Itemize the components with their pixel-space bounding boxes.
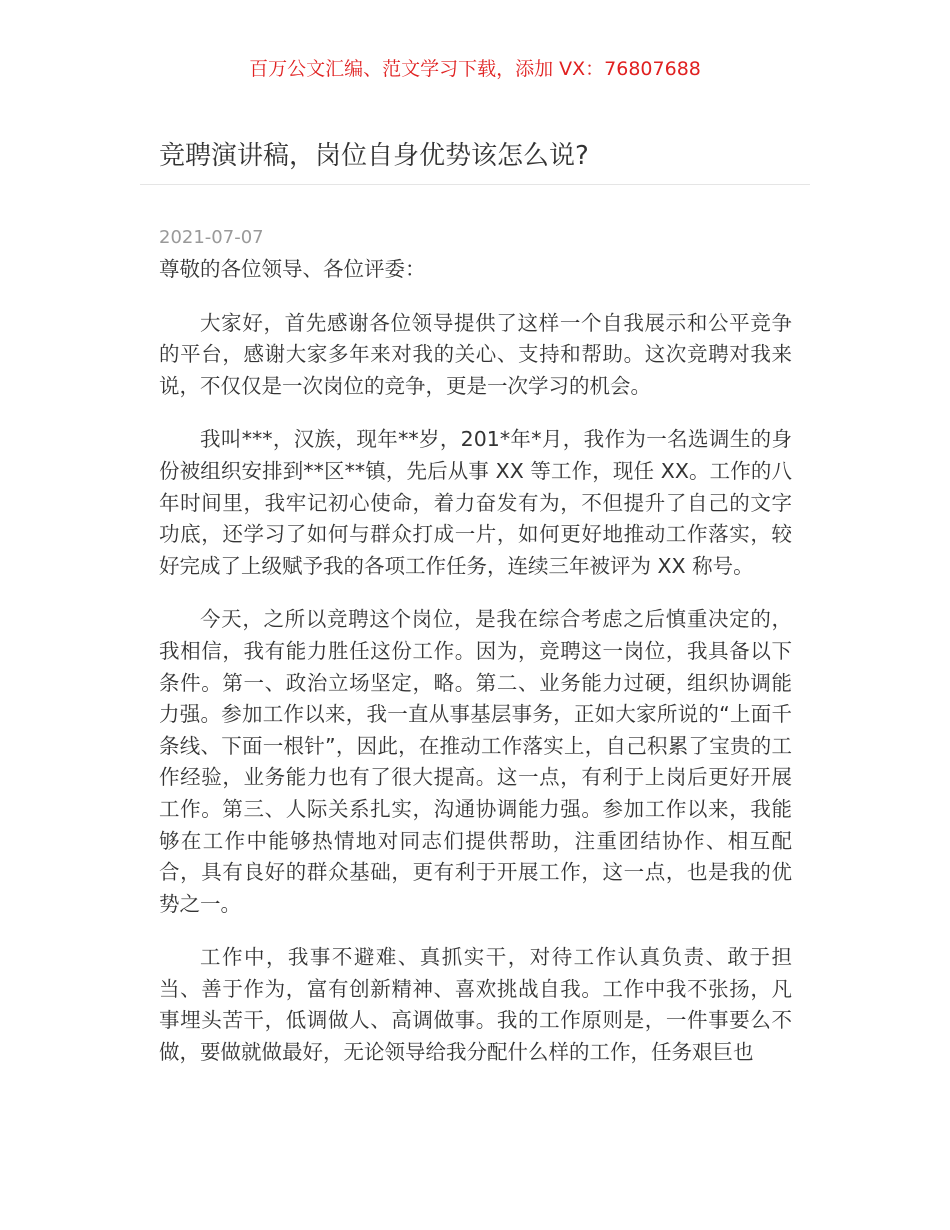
promo-banner: 百万公文汇编、范文学习下载，添加 VX：76807688 bbox=[249, 58, 701, 80]
title-divider bbox=[140, 184, 810, 185]
paragraph: 我叫***，汉族，现年**岁，201*年*月，我作为一名选调生的身份被组织安排到**区**镇，先后从事 XX 等工作，现任 XX。工作的八年时间里，我牢记初心使命，着力奋发有为，不但提升了自己的文字功底，还学习了如何与群众打成一片，如何更好地推动工作落实，较好完成了上级赋予我的各项工作任务，连续三年被评为 XX 称号。 bbox=[159, 427, 792, 578]
paragraph: 今天，之所以竞聘这个岗位，是我在综合考虑之后慎重决定的，我相信，我有能力胜任这份工作。因为，竞聘这一岗位，我具备以下条件。第一、政治立场坚定，略。第二、业务能力过硬，组织协调能力强。参加工作以来，我一直从事基层事务，正如大家所说的“上面千条线、下面一根针”，因此，在推动工作落实上，自己积累了宝贵的工作经验，业务能力也有了很大提高。这一点，有利于上岗后更好开展工作。第三、人际关系扎实，沟通协调能力强。参加工作以来，我能够在工作中能够热情地对同志们提供帮助，注重团结协作、相互配合，具有良好的群众基础，更有利于开展工作，这一点，也是我的优势之一。 bbox=[159, 607, 792, 916]
paragraph: 工作中，我事不避难、真抓实干，对待工作认真负责、敢于担当、善于作为，富有创新精神、喜欢挑战自我。工作中我不张扬，凡事埋头苦干，低调做人、高调做事。我的工作原则是，一件事要么不做，要做就做最好，无论领导给我分配什么样的工作，任务艰巨也 bbox=[159, 945, 792, 1065]
paragraph: 大家好，首先感谢各位领导提供了这样一个自我展示和公平竞争的平台，感谢大家多年来对我的关心、支持和帮助。这次竞聘对我来说，不仅仅是一次岗位的竞争，更是一次学习的机会。 bbox=[159, 310, 792, 398]
article-body bbox=[159, 254, 792, 1091]
greeting: 尊敬的各位领导、各位评委： bbox=[159, 257, 426, 281]
publish-date: 2021-07-07 bbox=[159, 227, 264, 248]
article-title: 竞聘演讲稿，岗位自身优势该怎么说? bbox=[159, 141, 589, 171]
